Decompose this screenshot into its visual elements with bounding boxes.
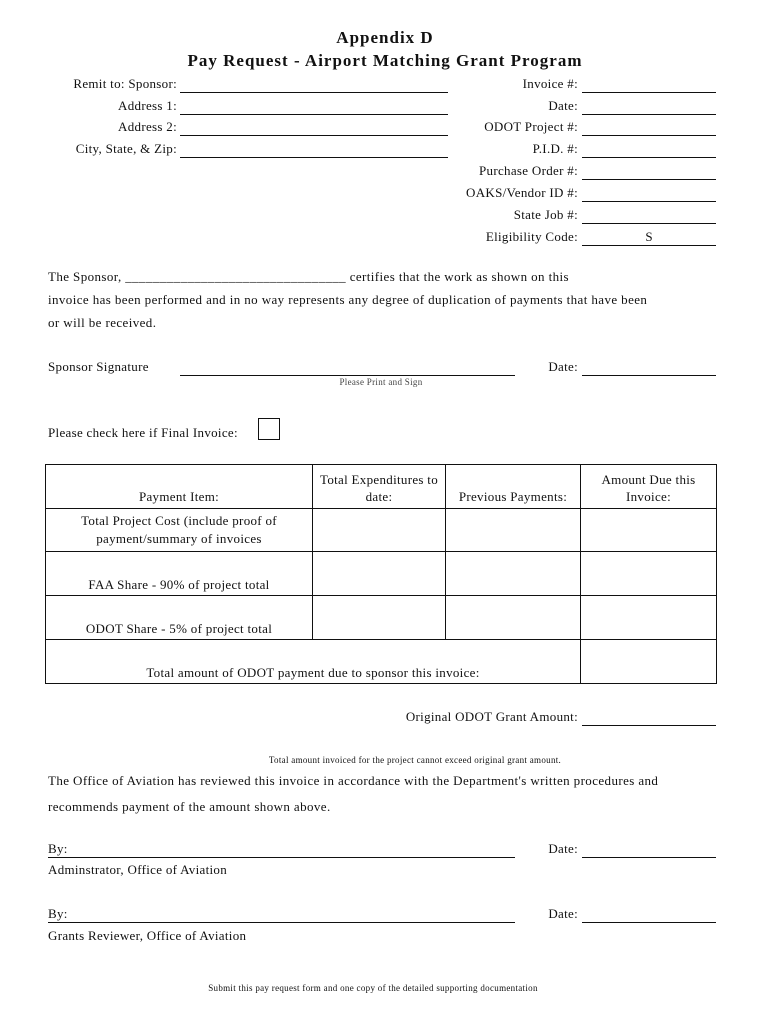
purchase-order-field[interactable]: [582, 165, 716, 180]
grants-reviewer-date-label: Date:: [548, 906, 578, 921]
pid-label: P.I.D. #:: [532, 141, 578, 156]
invoice-date-field[interactable]: [582, 100, 716, 115]
address2-label: Address 2:: [118, 119, 177, 134]
administrator-date-label: Date:: [548, 841, 578, 856]
review-line: recommends payment of the amount shown above.: [48, 799, 331, 814]
cell-input[interactable]: [581, 596, 717, 640]
address2-field[interactable]: [180, 121, 448, 136]
sponsor-signature-label: Sponsor Signature: [48, 359, 149, 374]
vendor-id-field[interactable]: [582, 187, 716, 202]
odot-project-label: ODOT Project #:: [484, 119, 578, 134]
row-label-total-project-cost: Total Project Cost (include proof of payment/summary of invoices: [46, 509, 313, 552]
total-odot-payment-cell[interactable]: [581, 640, 717, 684]
grant-limit-note: Total amount invoiced for the project cannot exceed original grant amount.: [268, 755, 562, 765]
address1-label: Address 1:: [118, 98, 177, 113]
administrator-date-field[interactable]: [582, 843, 716, 858]
vendor-id-label: OAKS/Vendor ID #:: [466, 185, 578, 200]
page-subtitle: Pay Request - Airport Matching Grant Program: [187, 51, 583, 70]
grants-reviewer-title: Grants Reviewer, Office of Aviation: [48, 928, 247, 943]
sponsor-field[interactable]: [180, 78, 448, 93]
row-label-faa-share: FAA Share - 90% of project total: [46, 552, 313, 596]
total-odot-payment-label: Total amount of ODOT payment due to sponsor this invoice:: [46, 640, 581, 684]
page-title: Appendix D: [336, 28, 434, 47]
signature-date-field[interactable]: [582, 361, 716, 376]
administrator-signature-field[interactable]: [48, 843, 515, 858]
grants-reviewer-date-field[interactable]: [582, 908, 716, 923]
eligibility-code-field[interactable]: S: [582, 229, 716, 246]
table-row: [46, 552, 717, 596]
sponsor-label: Remit to: Sponsor:: [73, 76, 177, 91]
cell-input[interactable]: [313, 552, 446, 596]
footer-note: Submit this pay request form and one copy of the detailed supporting documentation: [208, 983, 538, 993]
payment-table: [45, 464, 717, 684]
invoice-number-field[interactable]: [582, 78, 716, 93]
pid-field[interactable]: [582, 143, 716, 158]
original-grant-field[interactable]: [582, 711, 716, 726]
cell-input[interactable]: [446, 509, 581, 552]
header-previous-payments: Previous Payments:: [446, 465, 581, 509]
purchase-order-label: Purchase Order #:: [479, 163, 578, 178]
invoice-number-label: Invoice #:: [522, 76, 578, 91]
certification-line: or will be received.: [48, 315, 157, 330]
cell-input[interactable]: [313, 509, 446, 552]
certification-line: invoice has been performed and in no way represents any degree of duplication of payments that have been: [48, 292, 648, 307]
grants-reviewer-signature-field[interactable]: [48, 908, 515, 923]
table-row: [46, 509, 717, 552]
cell-input[interactable]: [446, 596, 581, 640]
by-label: By:: [48, 841, 68, 856]
certification-line: The Sponsor, ________________________________ certifies that the work as shown on this: [48, 269, 569, 284]
review-text: [48, 768, 748, 820]
odot-project-field[interactable]: [582, 121, 716, 136]
header-total-expenditures: Total Expenditures to date:: [313, 465, 446, 509]
original-grant-label: Original ODOT Grant Amount:: [405, 709, 578, 724]
address1-field[interactable]: [180, 100, 448, 115]
row-label-odot-share: ODOT Share - 5% of project total: [46, 596, 313, 640]
cell-input[interactable]: [313, 596, 446, 640]
cell-input[interactable]: [581, 509, 717, 552]
by-label: By:: [48, 906, 68, 921]
signature-hint: Please Print and Sign: [339, 377, 423, 387]
city-state-zip-label: City, State, & Zip:: [75, 141, 177, 156]
state-job-field[interactable]: [582, 209, 716, 224]
eligibility-code-label: Eligibility Code:: [485, 229, 578, 244]
signature-date-label: Date:: [548, 359, 578, 374]
cell-input[interactable]: [581, 552, 717, 596]
review-line: The Office of Aviation has reviewed this invoice in accordance with the Department's written procedures and: [48, 773, 659, 788]
final-invoice-label: Please check here if Final Invoice:: [48, 425, 238, 440]
state-job-label: State Job #:: [513, 207, 578, 222]
table-header-row: [46, 465, 717, 509]
administrator-title: Adminstrator, Office of Aviation: [48, 862, 228, 877]
invoice-date-label: Date:: [548, 98, 578, 113]
final-invoice-checkbox[interactable]: [258, 418, 280, 440]
table-total-row: [46, 640, 717, 684]
cell-input[interactable]: [446, 552, 581, 596]
city-state-zip-field[interactable]: [180, 143, 448, 158]
header-amount-due: Amount Due this Invoice:: [581, 465, 717, 509]
certification-text: [48, 265, 728, 334]
table-row: [46, 596, 717, 640]
sponsor-signature-field[interactable]: [180, 361, 515, 376]
header-payment-item: Payment Item:: [46, 465, 313, 509]
